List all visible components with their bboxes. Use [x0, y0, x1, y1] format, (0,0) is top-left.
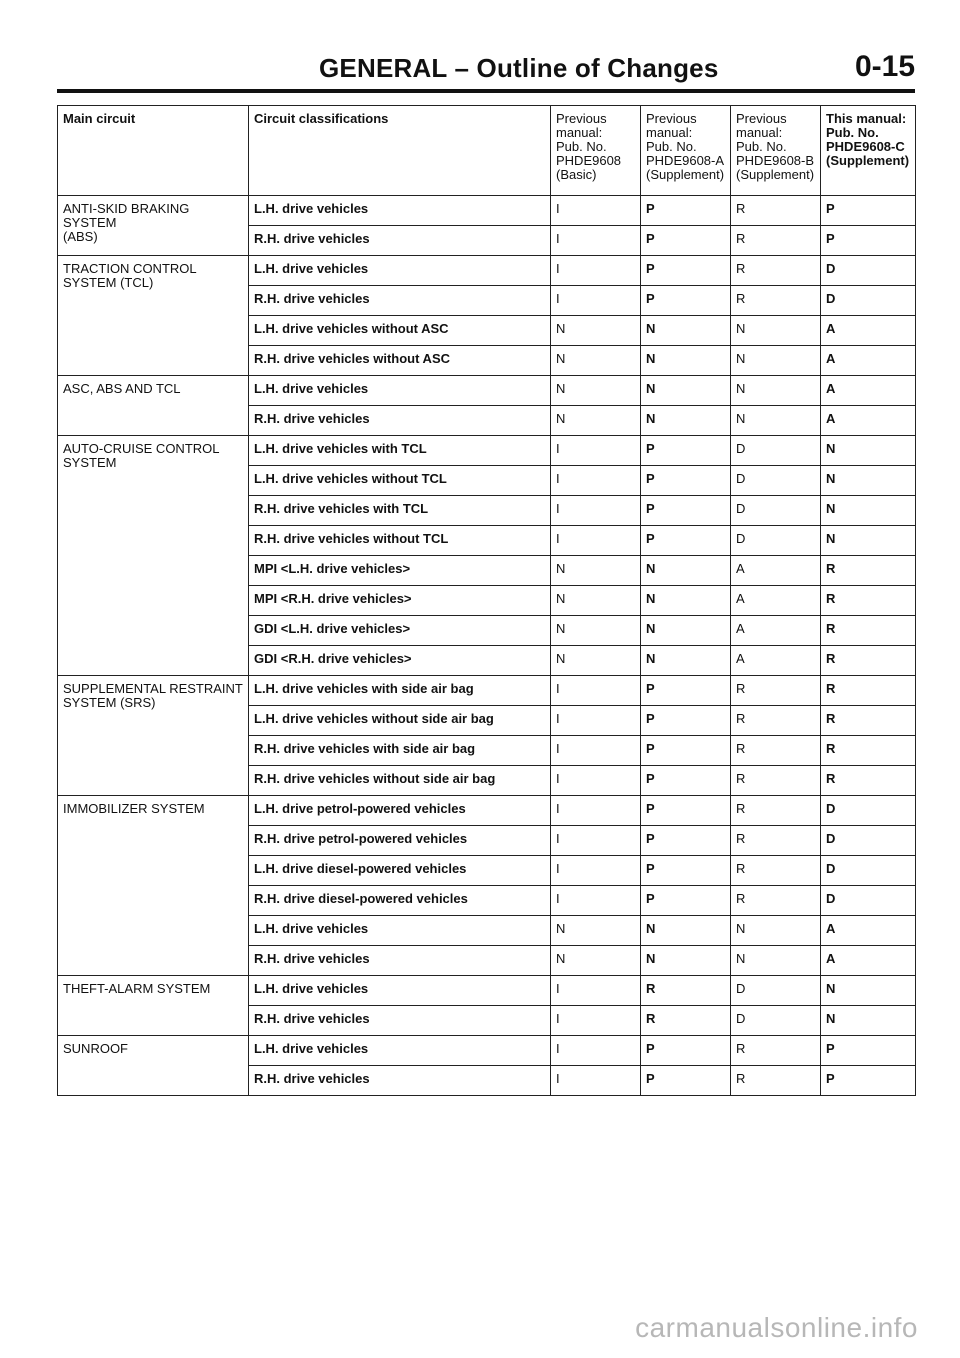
circuit-classification-cell: R.H. drive diesel-powered vehicles: [249, 886, 551, 916]
code-cell-previous-b: R: [731, 1036, 821, 1066]
code-cell-previous-b: R: [731, 256, 821, 286]
table-row: [58, 196, 916, 226]
code-cell-previous-basic: I: [551, 496, 641, 526]
col-header-this-manual: This manual: Pub. No. PHDE9608-C (Supplement): [821, 106, 916, 196]
code-cell-this-manual: A: [821, 916, 916, 946]
code-cell-previous-basic: I: [551, 826, 641, 856]
circuit-classification-cell: L.H. drive vehicles: [249, 916, 551, 946]
code-cell-previous-a: R: [641, 1006, 731, 1036]
code-cell-previous-b: R: [731, 196, 821, 226]
code-cell-previous-basic: I: [551, 856, 641, 886]
code-cell-this-manual: D: [821, 286, 916, 316]
col-header-previous-basic: Previous manual: Pub. No. PHDE9608 (Basic): [551, 106, 641, 196]
code-cell-previous-a: N: [641, 406, 731, 436]
circuit-classification-cell: R.H. drive vehicles: [249, 226, 551, 256]
circuit-classification-cell: GDI <R.H. drive vehicles>: [249, 646, 551, 676]
code-cell-this-manual: R: [821, 556, 916, 586]
code-cell-previous-basic: I: [551, 466, 641, 496]
code-cell-previous-a: N: [641, 346, 731, 376]
code-cell-previous-basic: I: [551, 736, 641, 766]
code-cell-previous-basic: I: [551, 436, 641, 466]
circuit-classification-cell: L.H. drive vehicles: [249, 1036, 551, 1066]
code-cell-previous-a: N: [641, 316, 731, 346]
code-cell-this-manual: A: [821, 316, 916, 346]
code-cell-this-manual: D: [821, 856, 916, 886]
code-cell-previous-b: N: [731, 946, 821, 976]
circuit-classification-cell: R.H. drive vehicles with TCL: [249, 496, 551, 526]
code-cell-previous-basic: I: [551, 766, 641, 796]
code-cell-this-manual: R: [821, 706, 916, 736]
code-cell-this-manual: D: [821, 886, 916, 916]
main-circuit-cell: AUTO-CRUISE CONTROL SYSTEM: [58, 436, 249, 676]
main-circuit-cell: ASC, ABS AND TCL: [58, 376, 249, 436]
code-cell-this-manual: N: [821, 436, 916, 466]
code-cell-this-manual: N: [821, 466, 916, 496]
code-cell-previous-a: P: [641, 676, 731, 706]
code-cell-previous-b: N: [731, 376, 821, 406]
table-row: [58, 436, 916, 466]
page-header: [57, 48, 915, 88]
code-cell-previous-b: R: [731, 766, 821, 796]
code-cell-previous-b: R: [731, 736, 821, 766]
code-cell-this-manual: D: [821, 826, 916, 856]
code-cell-previous-a: N: [641, 916, 731, 946]
page-title: GENERAL – Outline of Changes: [319, 53, 719, 83]
circuit-classification-cell: R.H. drive vehicles: [249, 1006, 551, 1036]
table-row: [58, 796, 916, 826]
code-cell-previous-a: P: [641, 736, 731, 766]
code-cell-this-manual: P: [821, 1066, 916, 1096]
code-cell-previous-b: N: [731, 406, 821, 436]
circuit-classification-cell: MPI <R.H. drive vehicles>: [249, 586, 551, 616]
circuit-classification-cell: L.H. drive diesel-powered vehicles: [249, 856, 551, 886]
header-rule: [57, 89, 915, 93]
code-cell-this-manual: R: [821, 766, 916, 796]
code-cell-previous-a: P: [641, 256, 731, 286]
code-cell-this-manual: A: [821, 376, 916, 406]
code-cell-previous-b: A: [731, 556, 821, 586]
code-cell-previous-basic: N: [551, 946, 641, 976]
code-cell-previous-basic: I: [551, 196, 641, 226]
code-cell-this-manual: A: [821, 946, 916, 976]
main-circuit-cell: SUNROOF: [58, 1036, 249, 1096]
circuit-classification-cell: R.H. drive vehicles: [249, 1066, 551, 1096]
code-cell-previous-a: N: [641, 556, 731, 586]
code-cell-this-manual: D: [821, 256, 916, 286]
table-header-row: [58, 106, 916, 196]
code-cell-this-manual: N: [821, 526, 916, 556]
code-cell-previous-basic: I: [551, 796, 641, 826]
circuit-classification-cell: R.H. drive vehicles: [249, 406, 551, 436]
code-cell-previous-basic: N: [551, 556, 641, 586]
code-cell-previous-a: P: [641, 196, 731, 226]
table-body: [58, 196, 916, 1096]
watermark: carmanualsonline.info: [635, 1312, 918, 1343]
code-cell-previous-b: R: [731, 796, 821, 826]
circuit-classification-cell: L.H. drive petrol-powered vehicles: [249, 796, 551, 826]
circuit-classification-cell: R.H. drive vehicles: [249, 286, 551, 316]
code-cell-previous-b: N: [731, 916, 821, 946]
code-cell-this-manual: R: [821, 646, 916, 676]
code-cell-previous-basic: I: [551, 226, 641, 256]
code-cell-previous-a: N: [641, 646, 731, 676]
code-cell-previous-b: N: [731, 346, 821, 376]
code-cell-previous-a: P: [641, 496, 731, 526]
code-cell-this-manual: A: [821, 406, 916, 436]
code-cell-previous-a: P: [641, 886, 731, 916]
code-cell-previous-b: N: [731, 316, 821, 346]
circuit-classification-cell: L.H. drive vehicles without TCL: [249, 466, 551, 496]
code-cell-previous-b: D: [731, 1006, 821, 1036]
code-cell-this-manual: R: [821, 736, 916, 766]
main-circuit-cell: ANTI-SKID BRAKING SYSTEM (ABS): [58, 196, 249, 256]
code-cell-previous-basic: I: [551, 286, 641, 316]
col-header-circuit-classifications: Circuit classifications: [249, 106, 551, 196]
code-cell-previous-a: P: [641, 856, 731, 886]
code-cell-previous-b: D: [731, 496, 821, 526]
page-number: 0-15: [854, 50, 915, 83]
code-cell-previous-basic: I: [551, 706, 641, 736]
circuit-classification-cell: L.H. drive vehicles without side air bag: [249, 706, 551, 736]
code-cell-previous-b: R: [731, 826, 821, 856]
code-cell-previous-b: R: [731, 856, 821, 886]
code-cell-previous-basic: N: [551, 346, 641, 376]
code-cell-previous-b: A: [731, 586, 821, 616]
code-cell-previous-b: D: [731, 436, 821, 466]
code-cell-previous-a: P: [641, 436, 731, 466]
code-cell-previous-a: P: [641, 466, 731, 496]
circuit-classification-cell: R.H. drive vehicles with side air bag: [249, 736, 551, 766]
circuit-classification-cell: R.H. drive vehicles: [249, 946, 551, 976]
code-cell-previous-b: R: [731, 886, 821, 916]
code-cell-previous-a: P: [641, 706, 731, 736]
code-cell-previous-basic: N: [551, 376, 641, 406]
code-cell-previous-basic: N: [551, 316, 641, 346]
code-cell-previous-b: R: [731, 676, 821, 706]
code-cell-previous-a: N: [641, 946, 731, 976]
circuit-classification-cell: L.H. drive vehicles: [249, 196, 551, 226]
main-circuit-cell: TRACTION CONTROL SYSTEM (TCL): [58, 256, 249, 376]
code-cell-previous-basic: I: [551, 256, 641, 286]
circuit-classification-cell: L.H. drive vehicles: [249, 976, 551, 1006]
code-cell-previous-a: P: [641, 1066, 731, 1096]
circuit-classification-cell: L.H. drive vehicles with TCL: [249, 436, 551, 466]
code-cell-previous-basic: I: [551, 1006, 641, 1036]
code-cell-previous-a: P: [641, 526, 731, 556]
code-cell-previous-a: N: [641, 376, 731, 406]
code-cell-previous-a: P: [641, 796, 731, 826]
circuit-classification-cell: L.H. drive vehicles: [249, 376, 551, 406]
code-cell-previous-b: R: [731, 706, 821, 736]
circuit-classification-cell: L.H. drive vehicles with side air bag: [249, 676, 551, 706]
code-cell-previous-b: D: [731, 466, 821, 496]
code-cell-previous-basic: I: [551, 1036, 641, 1066]
code-cell-this-manual: R: [821, 676, 916, 706]
table-row: [58, 676, 916, 706]
code-cell-this-manual: N: [821, 496, 916, 526]
code-cell-previous-b: R: [731, 226, 821, 256]
code-cell-this-manual: R: [821, 586, 916, 616]
table-row: [58, 376, 916, 406]
code-cell-previous-a: P: [641, 1036, 731, 1066]
main-circuit-cell: THEFT-ALARM SYSTEM: [58, 976, 249, 1036]
circuit-classification-cell: L.H. drive vehicles: [249, 256, 551, 286]
code-cell-previous-b: D: [731, 526, 821, 556]
table-row: [58, 1036, 916, 1066]
code-cell-this-manual: P: [821, 1036, 916, 1066]
code-cell-this-manual: D: [821, 796, 916, 826]
table-row: [58, 976, 916, 1006]
circuit-classification-cell: R.H. drive vehicles without side air bag: [249, 766, 551, 796]
code-cell-previous-basic: I: [551, 976, 641, 1006]
col-header-main-circuit: Main circuit: [58, 106, 249, 196]
code-cell-previous-basic: N: [551, 616, 641, 646]
main-circuit-cell: IMMOBILIZER SYSTEM: [58, 796, 249, 976]
col-header-previous-a: Previous manual: Pub. No. PHDE9608-A (Supplement): [641, 106, 731, 196]
circuit-classification-cell: GDI <L.H. drive vehicles>: [249, 616, 551, 646]
code-cell-previous-basic: N: [551, 646, 641, 676]
code-cell-previous-b: D: [731, 976, 821, 1006]
circuit-classification-cell: MPI <L.H. drive vehicles>: [249, 556, 551, 586]
code-cell-previous-a: P: [641, 286, 731, 316]
table-row: [58, 256, 916, 286]
code-cell-previous-basic: N: [551, 586, 641, 616]
code-cell-previous-a: N: [641, 586, 731, 616]
code-cell-previous-a: N: [641, 616, 731, 646]
circuit-classification-cell: R.H. drive petrol-powered vehicles: [249, 826, 551, 856]
code-cell-previous-basic: I: [551, 676, 641, 706]
code-cell-previous-basic: N: [551, 406, 641, 436]
changes-table: [57, 105, 916, 1096]
code-cell-previous-basic: N: [551, 916, 641, 946]
code-cell-previous-b: A: [731, 616, 821, 646]
circuit-classification-cell: R.H. drive vehicles without ASC: [249, 346, 551, 376]
col-header-previous-b: Previous manual: Pub. No. PHDE9608-B (Supplement): [731, 106, 821, 196]
code-cell-this-manual: N: [821, 976, 916, 1006]
code-cell-previous-a: P: [641, 766, 731, 796]
code-cell-this-manual: R: [821, 616, 916, 646]
code-cell-previous-basic: I: [551, 886, 641, 916]
circuit-classification-cell: L.H. drive vehicles without ASC: [249, 316, 551, 346]
code-cell-previous-a: P: [641, 226, 731, 256]
code-cell-this-manual: P: [821, 226, 916, 256]
code-cell-this-manual: P: [821, 196, 916, 226]
code-cell-previous-basic: I: [551, 526, 641, 556]
code-cell-previous-basic: I: [551, 1066, 641, 1096]
code-cell-previous-a: P: [641, 826, 731, 856]
code-cell-this-manual: N: [821, 1006, 916, 1036]
code-cell-previous-b: R: [731, 1066, 821, 1096]
code-cell-previous-b: R: [731, 286, 821, 316]
main-circuit-cell: SUPPLEMENTAL RESTRAINT SYSTEM (SRS): [58, 676, 249, 796]
code-cell-previous-a: R: [641, 976, 731, 1006]
circuit-classification-cell: R.H. drive vehicles without TCL: [249, 526, 551, 556]
code-cell-this-manual: A: [821, 346, 916, 376]
code-cell-previous-b: A: [731, 646, 821, 676]
